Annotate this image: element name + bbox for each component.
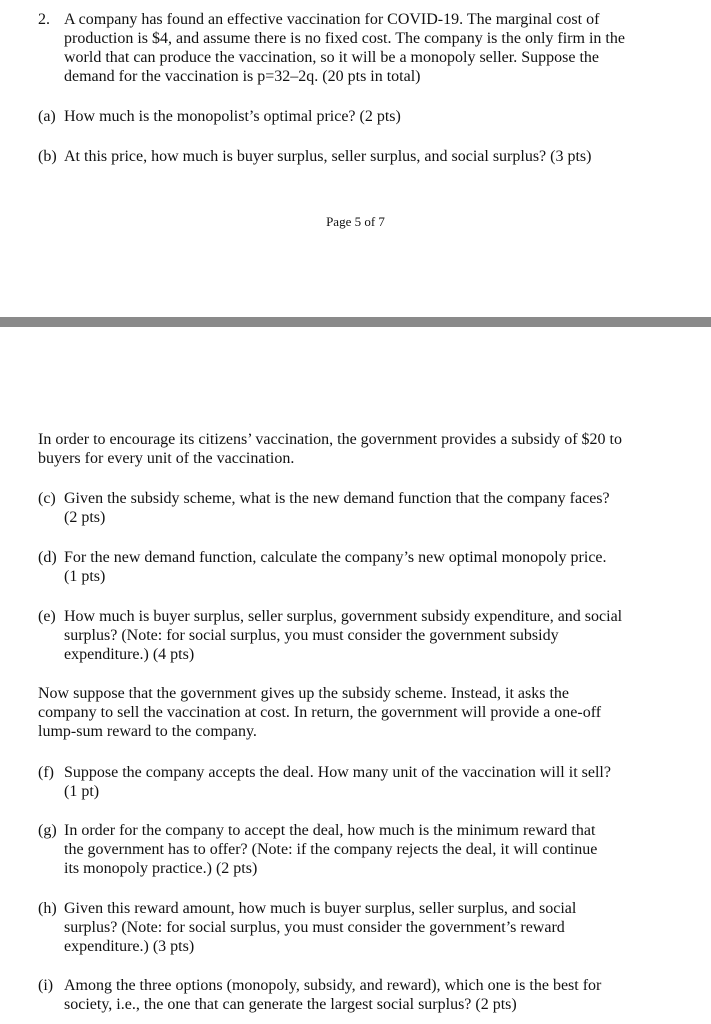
part-h: [38, 899, 618, 956]
part-g-text: In order for the company to accept the deal, how much is the minimum reward that the government has to offer? (Note: if the company rejects the deal, it will continue its monopoly practice.) (2 pts): [64, 822, 598, 877]
part-f-text: Suppose the company accepts the deal. How many unit of the vaccination will it sell? (1 pt): [64, 764, 611, 800]
part-c-text: Given the subsidy scheme, what is the new demand function that the company faces? (2 pts): [64, 490, 610, 526]
part-a-label: (a): [38, 108, 56, 125]
part-b: [38, 147, 678, 166]
question-2: [38, 10, 632, 86]
part-i-text: Among the three options (monopoly, subsidy, and reward), which one is the best for society, i.e., the one that can generate the largest social surplus? (2 pts): [64, 977, 602, 1013]
part-d-label: (d): [38, 549, 57, 566]
part-f: [38, 763, 618, 801]
part-i-label: (i): [38, 977, 54, 994]
part-c: [38, 489, 610, 527]
part-g-label: (g): [38, 822, 57, 839]
part-e-label: (e): [38, 608, 56, 625]
part-e: [38, 607, 628, 664]
part-d-text: For the new demand function, calculate the company’s new optimal monopoly price. (1 pts): [64, 549, 607, 585]
part-f-label: (f): [38, 764, 54, 781]
part-a: [38, 107, 638, 126]
subsidy-intro: In order to encourage its citizens’ vaccination, the government provides a subsidy of $20 to buyers for every unit of the vaccination.: [38, 431, 622, 467]
part-b-label: (b): [38, 148, 57, 165]
question-text: A company has found an effective vaccination for COVID-19. The marginal cost of production is $4, and assume there is no fixed cost. The company is the only firm in the world that can produce the vaccination, so it will be a monopoly seller. Suppose the demand for the vaccination is p=32–2q. (20 pts in total): [64, 11, 625, 85]
part-b-text: At this price, how much is buyer surplus, seller surplus, and social surplus? (3 pts): [64, 148, 592, 165]
part-a-text: How much is the monopolist’s optimal price? (2 pts): [64, 108, 401, 125]
part-d: [38, 548, 610, 586]
page-footer: Page 5 of 7: [326, 214, 385, 229]
part-g: [38, 821, 604, 878]
question-number: 2.: [38, 11, 50, 28]
part-h-label: (h): [38, 900, 57, 917]
part-e-text: How much is buyer surplus, seller surplus, government subsidy expenditure, and social surplus? (Note: for social surplus, you must consider the government subsidy expenditure.) (4 pts): [64, 608, 623, 663]
part-i: [38, 976, 622, 1014]
reward-intro: Now suppose that the government gives up the subsidy scheme. Instead, it asks the company to sell the vaccination at cost. In return, the government will provide a one-off lump-sum reward to the company.: [38, 685, 602, 740]
part-h-text: Given this reward amount, how much is buyer surplus, seller surplus, and social surplus? (Note: for social surplus, you must consider the government’s reward expenditure.) (3 pts): [64, 900, 577, 955]
page-divider: [0, 317, 711, 327]
part-c-label: (c): [38, 490, 56, 507]
